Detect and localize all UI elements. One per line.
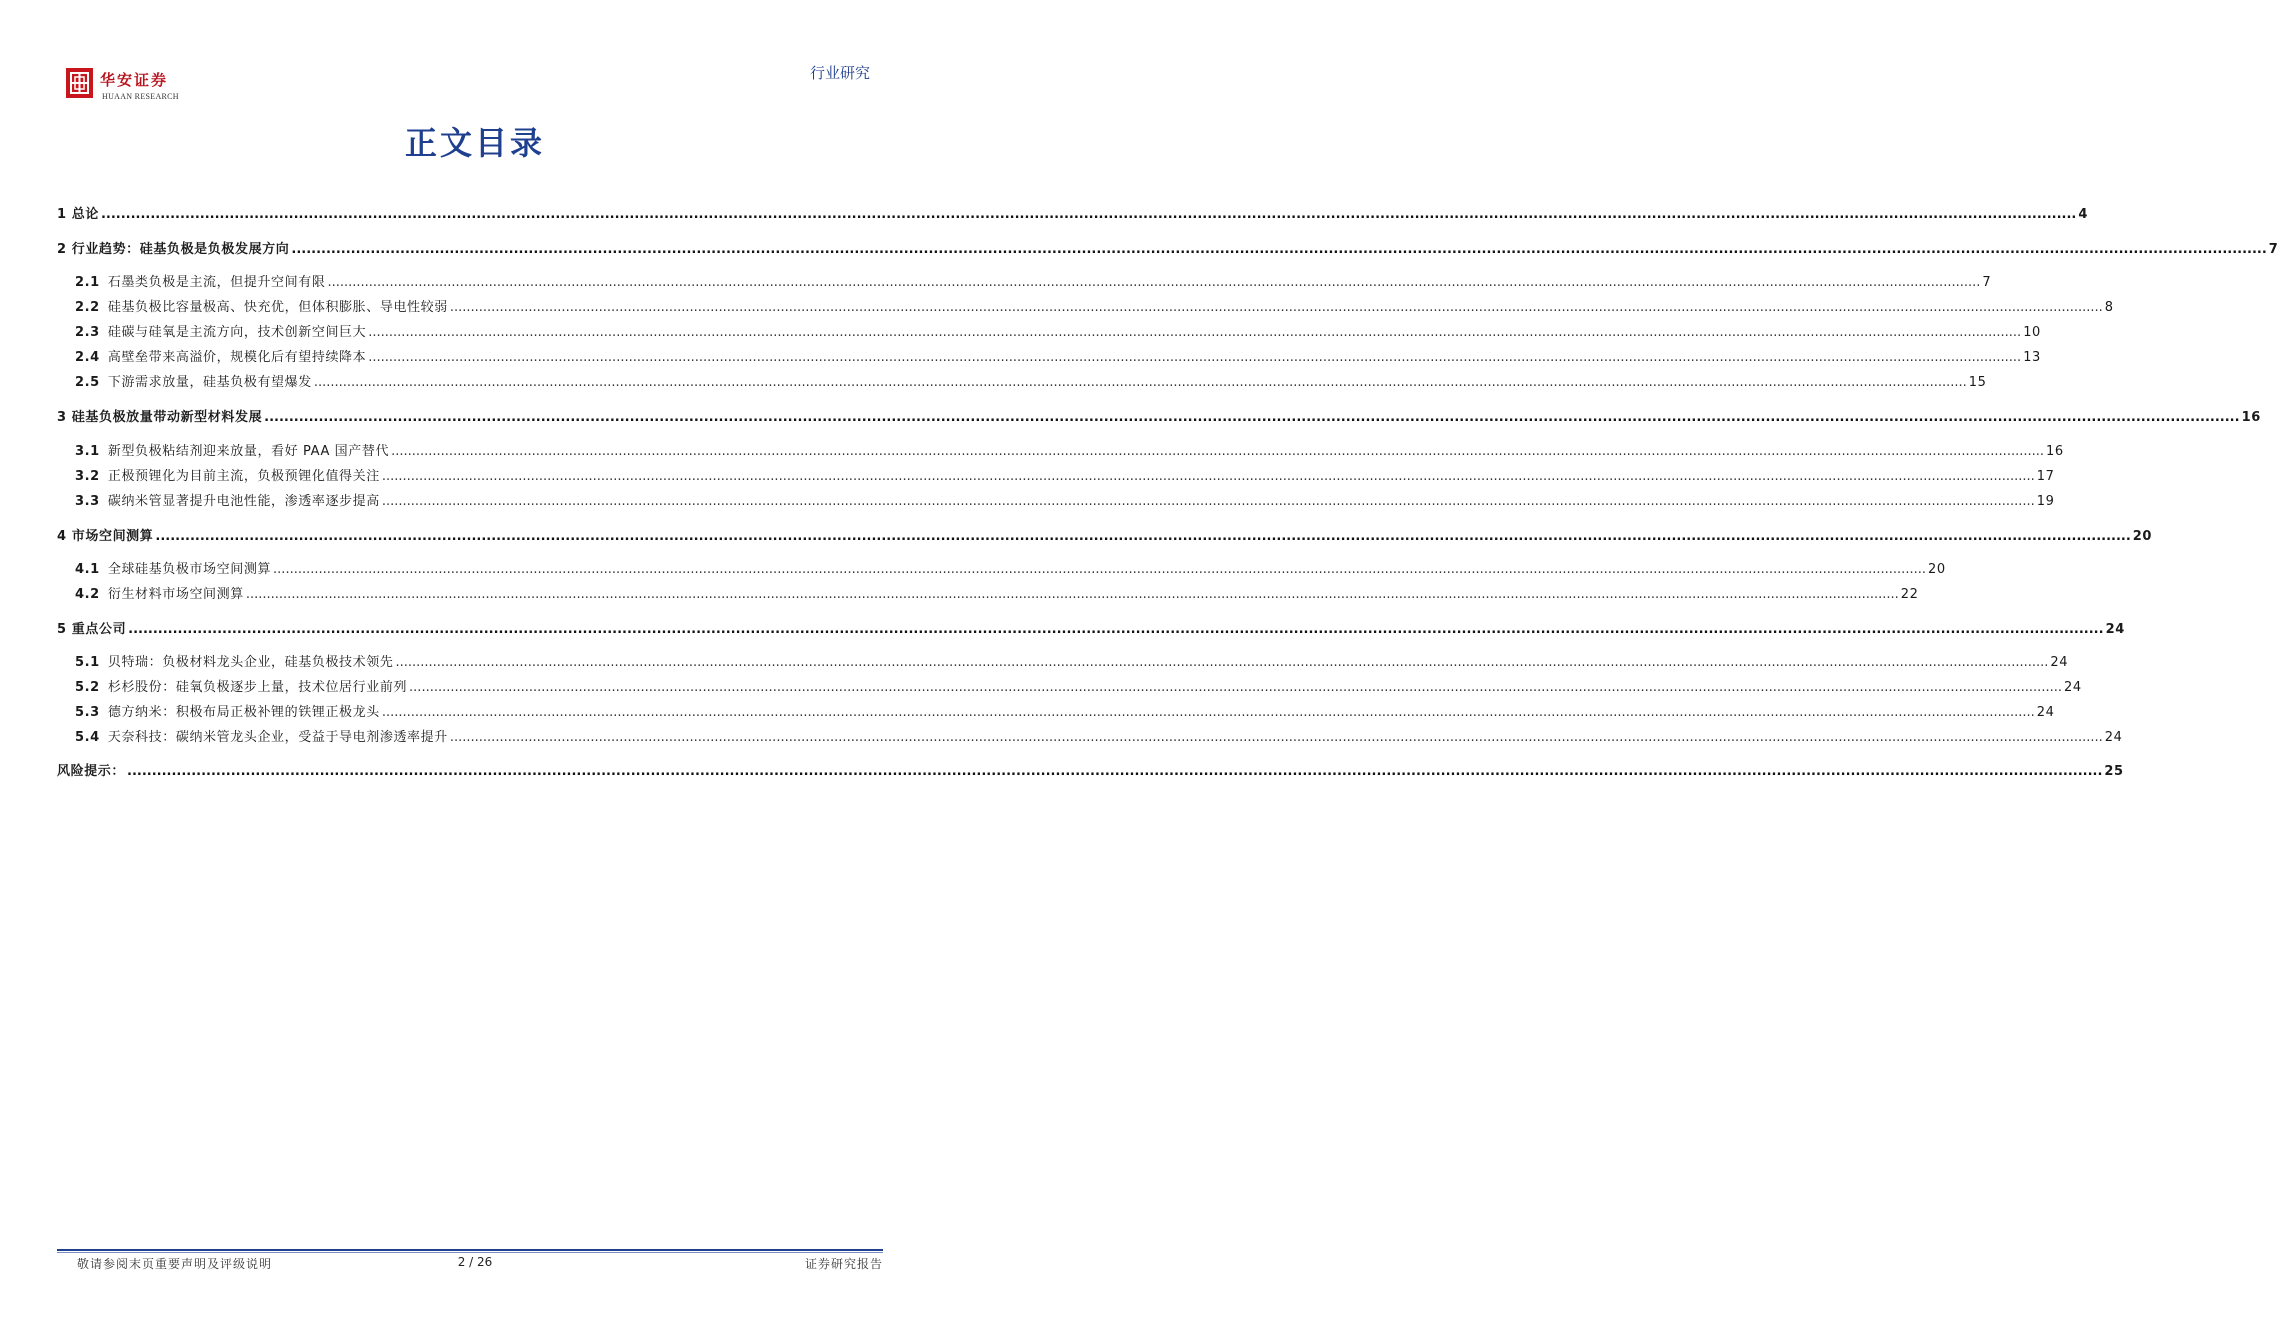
report-type-label: 行业研究 bbox=[809, 64, 870, 82]
toc-entry-title: 新型负极粘结剂迎来放量，看好 PAA 国产替代 bbox=[107, 444, 390, 459]
toc-subsection-entry[interactable] bbox=[75, 586, 1919, 604]
toc-dot-leader: ................................................................................................................................................................................................................................................................................................................................................................................................................ bbox=[245, 587, 1899, 602]
toc-page-number: 24 bbox=[2036, 705, 2055, 720]
toc-entry-number: 4.1 bbox=[75, 562, 100, 577]
toc-section-entry[interactable] bbox=[57, 528, 2153, 546]
toc-page-number: 24 bbox=[2063, 680, 2082, 695]
toc-subsection-entry[interactable] bbox=[75, 704, 2055, 722]
toc-subsection-entry[interactable] bbox=[75, 443, 2064, 461]
toc-subsection-entry[interactable] bbox=[75, 729, 2123, 747]
toc-entry-title: 1 总论 bbox=[57, 207, 99, 222]
toc-section-entry[interactable] bbox=[57, 206, 2089, 224]
toc-entry-number: 5.3 bbox=[75, 705, 100, 720]
toc-dot-leader: ................................................................................................................................................................................................................................................................................................................................................................................................................ bbox=[127, 764, 2103, 779]
toc-page-number: 25 bbox=[2104, 764, 2124, 779]
toc-subsection-entry[interactable] bbox=[75, 679, 2082, 697]
toc-dot-leader: ................................................................................................................................................................................................................................................................................................................................................................................................................ bbox=[291, 242, 2267, 257]
toc-page-number: 8 bbox=[2104, 300, 2114, 315]
toc-dot-leader: ................................................................................................................................................................................................................................................................................................................................................................................................................ bbox=[381, 494, 2035, 509]
toc-subsection-entry[interactable] bbox=[75, 493, 2055, 511]
toc-entry-number: 3.1 bbox=[75, 444, 100, 459]
toc-section-entry[interactable] bbox=[57, 621, 2125, 639]
toc-subsection-entry[interactable] bbox=[75, 274, 1992, 292]
toc-entry-title: 全球硅基负极市场空间测算 bbox=[107, 562, 272, 577]
toc-subsection-entry[interactable] bbox=[75, 561, 1946, 579]
toc-dot-leader: ................................................................................................................................................................................................................................................................................................................................................................................................................ bbox=[327, 275, 1981, 290]
toc-page-number: 10 bbox=[2023, 325, 2041, 340]
toc-section-entry[interactable] bbox=[57, 409, 2261, 427]
toc-entry-number: 3.2 bbox=[75, 469, 100, 484]
toc-dot-leader: ................................................................................................................................................................................................................................................................................................................................................................................................................ bbox=[155, 529, 2131, 544]
toc-entry-number: 2.5 bbox=[75, 375, 100, 390]
toc-entry-number: 5.1 bbox=[75, 655, 100, 670]
toc-dot-leader: ................................................................................................................................................................................................................................................................................................................................................................................................................ bbox=[368, 350, 2022, 365]
toc-dot-leader: ................................................................................................................................................................................................................................................................................................................................................................................................................ bbox=[128, 622, 2104, 637]
toc-page-number: 24 bbox=[2050, 655, 2069, 670]
toc-page-number: 17 bbox=[2036, 469, 2055, 484]
toc-page-number: 7 bbox=[2268, 242, 2278, 257]
logo-cn-text: 华安证券 bbox=[100, 71, 169, 89]
footer-doc-type: 证券研究报告 bbox=[804, 1257, 883, 1271]
toc-subsection-entry[interactable] bbox=[75, 299, 2114, 317]
toc-dot-leader: ................................................................................................................................................................................................................................................................................................................................................................................................................ bbox=[313, 375, 1967, 390]
toc-page-number: 15 bbox=[1968, 375, 1987, 390]
toc-entry-title: 2 行业趋势：硅基负极是负极发展方向 bbox=[57, 242, 290, 257]
toc-entry-title: 德方纳米：积极布局正极补锂的铁锂正极龙头 bbox=[107, 705, 380, 720]
page-indicator: 2 / 26 bbox=[457, 1255, 493, 1269]
toc-entry-number: 2.1 bbox=[75, 275, 100, 290]
footer-divider bbox=[57, 1249, 883, 1251]
toc-entry-title: 贝特瑞：负极材料龙头企业，硅基负极技术领先 bbox=[107, 655, 394, 670]
toc-page-number: 16 bbox=[2046, 444, 2064, 459]
toc-entry-number: 5.4 bbox=[75, 730, 100, 745]
toc-page-number: 4 bbox=[2078, 207, 2089, 222]
toc-entry-title: 4 市场空间测算 bbox=[57, 529, 154, 544]
toc-page-number: 19 bbox=[2036, 494, 2055, 509]
toc-dot-leader: ................................................................................................................................................................................................................................................................................................................................................................................................................ bbox=[264, 410, 2240, 425]
toc-dot-leader: ................................................................................................................................................................................................................................................................................................................................................................................................................ bbox=[368, 325, 2022, 340]
toc-entry-number: 4.2 bbox=[75, 587, 100, 602]
toc-dot-leader: ................................................................................................................................................................................................................................................................................................................................................................................................................ bbox=[381, 469, 2035, 484]
toc-entry-number: 2.4 bbox=[75, 350, 100, 365]
toc-entry-title: 碳纳米管显著提升电池性能，渗透率逐步提高 bbox=[107, 494, 380, 509]
toc-entry-title: 3 硅基负极放量带动新型材料发展 bbox=[57, 410, 263, 425]
toc-entry-title: 5 重点公司 bbox=[57, 622, 127, 637]
toc-subsection-entry[interactable] bbox=[75, 468, 2055, 486]
toc-entry-number: 3.3 bbox=[75, 494, 100, 509]
logo-en-text: HUAAN RESEARCH bbox=[102, 92, 179, 101]
toc-entry-title: 石墨类负极是主流，但提升空间有限 bbox=[107, 275, 326, 290]
toc-entry-title: 风险提示： bbox=[57, 764, 126, 779]
toc-page-number: 13 bbox=[2023, 350, 2041, 365]
toc-entry-number: 5.2 bbox=[75, 680, 100, 695]
toc-dot-leader: ................................................................................................................................................................................................................................................................................................................................................................................................................ bbox=[449, 730, 2103, 745]
toc-entry-title: 杉杉股份：硅氧负极逐步上量，技术位居行业前列 bbox=[107, 680, 408, 695]
toc-entry-title: 高壁垒带来高溢价，规模化后有望持续降本 bbox=[107, 350, 367, 365]
toc-page-number: 7 bbox=[1982, 275, 1992, 290]
toc-subsection-entry[interactable] bbox=[75, 349, 2041, 367]
toc-page-number: 20 bbox=[2132, 529, 2153, 544]
toc-dot-leader: ................................................................................................................................................................................................................................................................................................................................................................................................................ bbox=[273, 562, 1926, 577]
toc-subsection-entry[interactable] bbox=[75, 374, 1987, 392]
toc-dot-leader: ................................................................................................................................................................................................................................................................................................................................................................................................................ bbox=[449, 300, 2103, 315]
toc-entry-title: 下游需求放量，硅基负极有望爆发 bbox=[107, 375, 312, 390]
toc-page-number: 20 bbox=[1927, 562, 1946, 577]
toc-dot-leader: ................................................................................................................................................................................................................................................................................................................................................................................................................ bbox=[391, 444, 2045, 459]
toc-dot-leader: ................................................................................................................................................................................................................................................................................................................................................................................................................ bbox=[409, 680, 2062, 695]
footer-divider-thin bbox=[57, 1252, 883, 1253]
toc-page-number: 22 bbox=[1900, 587, 1919, 602]
toc-entry-title: 衍生材料市场空间测算 bbox=[107, 587, 244, 602]
toc-entry-title: 正极预锂化为目前主流，负极预锂化值得关注 bbox=[107, 469, 380, 484]
toc-entry-number: 2.3 bbox=[75, 325, 100, 340]
toc-entry-number: 2.2 bbox=[75, 300, 100, 315]
toc-dot-leader: ................................................................................................................................................................................................................................................................................................................................................................................................................ bbox=[100, 207, 2077, 222]
footer-disclaimer: 敬请参阅末页重要声明及评级说明 bbox=[77, 1257, 273, 1271]
toc-entry-title: 硅基负极比容量极高、快充优，但体积膨胀、导电性较弱 bbox=[107, 300, 448, 315]
toc-entry-title: 硅碳与硅氧是主流方向，技术创新空间巨大 bbox=[107, 325, 367, 340]
toc-dot-leader: ................................................................................................................................................................................................................................................................................................................................................................................................................ bbox=[381, 705, 2035, 720]
toc-subsection-entry[interactable] bbox=[75, 324, 2041, 342]
toc-page-number: 16 bbox=[2241, 410, 2261, 425]
page-title: 正文目录 bbox=[404, 124, 545, 162]
seal-icon bbox=[66, 68, 93, 98]
toc-section-entry[interactable] bbox=[57, 241, 2278, 259]
toc-section-entry[interactable] bbox=[57, 763, 2124, 781]
toc-page-number: 24 bbox=[2104, 730, 2123, 745]
toc-page-number: 24 bbox=[2105, 622, 2125, 637]
company-logo bbox=[66, 68, 186, 104]
toc-dot-leader: ................................................................................................................................................................................................................................................................................................................................................................................................................ bbox=[395, 655, 2049, 670]
toc-entry-title: 天奈科技：碳纳米管龙头企业，受益于导电剂渗透率提升 bbox=[107, 730, 448, 745]
toc-subsection-entry[interactable] bbox=[75, 654, 2069, 672]
